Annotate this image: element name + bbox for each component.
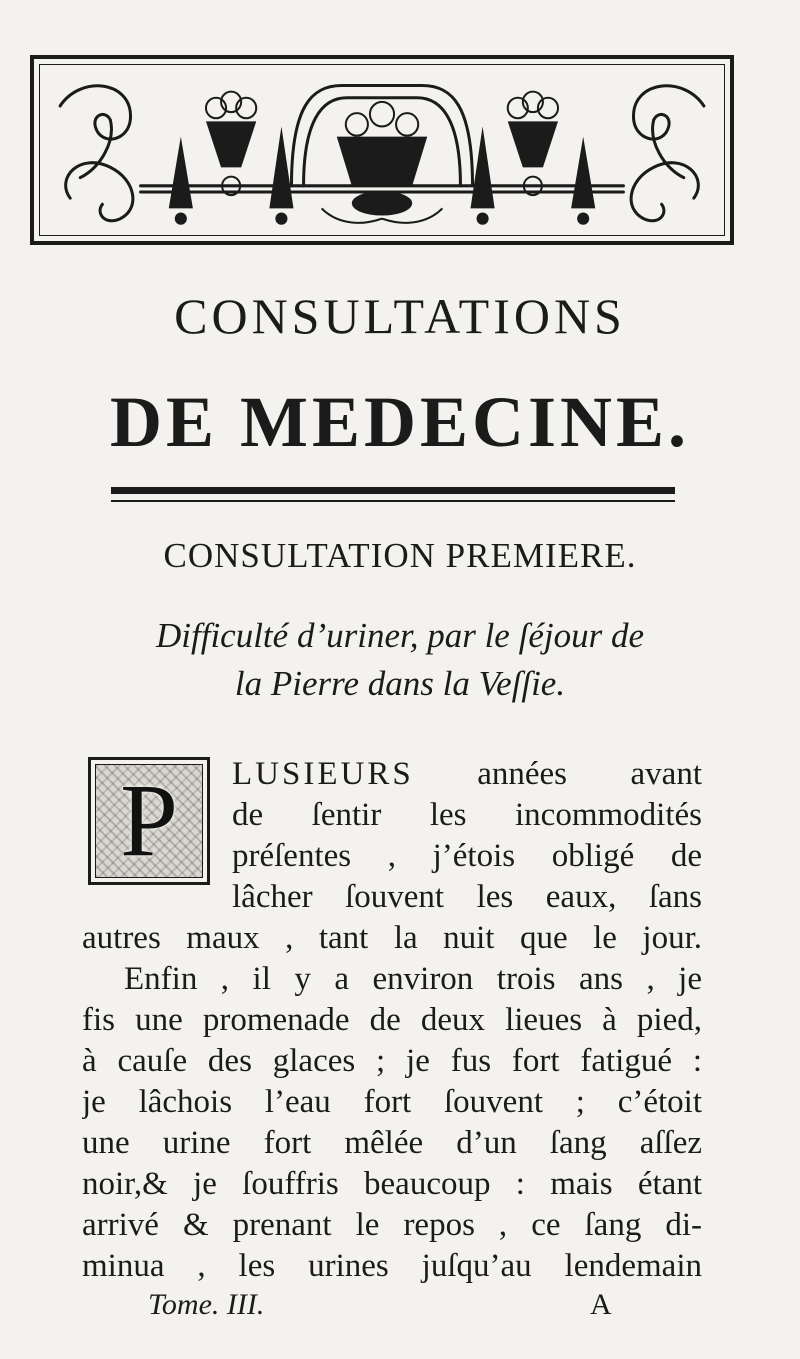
- body-line-12: arrivé & prenant le repos , ce ſang di-: [82, 1207, 702, 1243]
- ornamental-headpiece: [30, 55, 734, 245]
- body-line-1: [232, 754, 702, 794]
- body-line-2: de ſentir les incommodités: [232, 797, 702, 833]
- chapter-subtitle: [80, 612, 720, 708]
- signature-mark: A: [590, 1288, 612, 1321]
- body-line-6: Enfin , il y a environ trois ans , je: [124, 961, 702, 997]
- first-word: LUSIEURS: [232, 756, 414, 792]
- title-rule-thin: [111, 500, 675, 502]
- subtitle-line-2: la Pierre dans la Veſſie.: [234, 664, 566, 703]
- book-title-line-1: CONSULTATIONS: [174, 288, 626, 344]
- body-line-5: autres maux , tant la nuit que le jour.: [82, 920, 702, 956]
- floral-ornament-icon: [40, 65, 724, 235]
- subtitle-line-1: Difficulté d’uriner, par le ſéjour de: [156, 616, 644, 655]
- body-line-3: préſentes , j’étois obligé de: [232, 838, 702, 874]
- decorated-initial: [88, 757, 210, 885]
- title-rule-thick: [111, 487, 675, 494]
- body-line-1-text: années avant: [477, 756, 702, 792]
- body-line-4: lâcher ſouvent les eaux, ſans: [232, 879, 702, 915]
- body-line-13: minua , les urines juſqu’au lendemain: [82, 1248, 702, 1284]
- body-line-10: une urine fort mêlée d’un ſang aſſez: [82, 1125, 702, 1161]
- volume-marker: Tome. III.: [148, 1288, 265, 1321]
- chapter-title: CONSULTATION PREMIERE.: [163, 536, 637, 575]
- body-line-8: à cauſe des glaces ; je fus fort fatigué :: [82, 1043, 702, 1079]
- drop-cap-letter: P: [120, 763, 178, 878]
- body-line-9: je lâchois l’eau fort ſouvent ; c’étoit: [82, 1084, 702, 1120]
- body-line-11: noir,& je ſouffris beaucoup : mais étant: [82, 1166, 702, 1202]
- book-title-line-2: DE MEDECINE.: [109, 382, 691, 462]
- body-line-7: fis une promenade de deux lieues à pied,: [82, 1002, 702, 1038]
